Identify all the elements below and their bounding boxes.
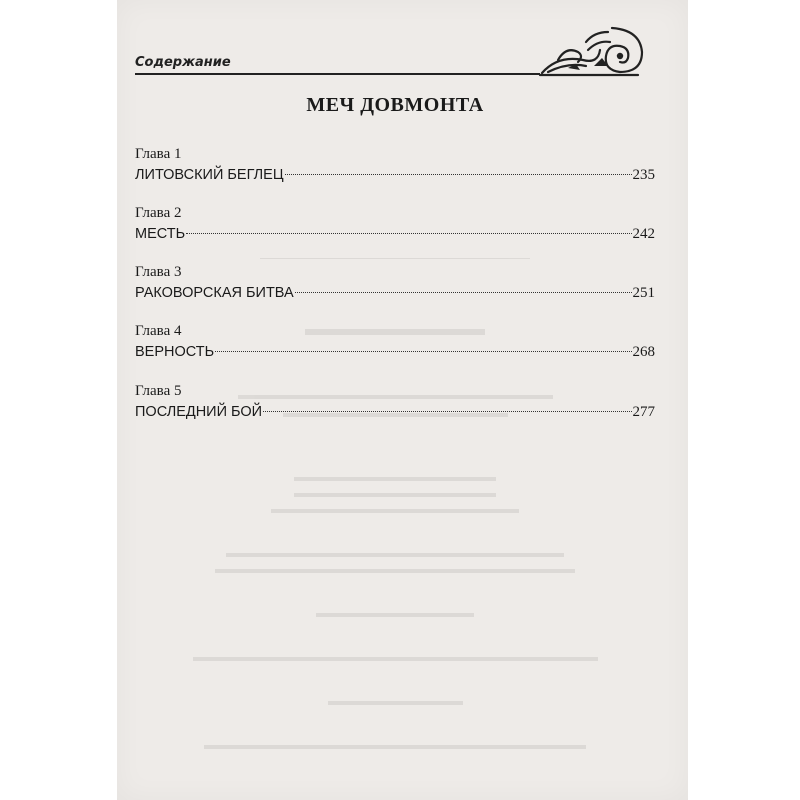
chapter-title: ПОСЛЕДНИЙ БОЙ [135,404,263,420]
chapter-label: Глава 4 [135,323,182,339]
chapter-label: Глава 3 [135,264,182,280]
dot-leader [285,174,632,175]
chapter-page-number: 235 [632,167,655,183]
header-rule [135,73,540,75]
dot-leader [295,292,632,293]
chapter-entry-2[interactable] [135,203,655,245]
book-title: МЕЧ ДОВМОНТА [306,94,484,116]
chapter-label: Глава 1 [135,146,182,162]
chapter-title: ВЕРНОСТЬ [135,344,215,360]
chapter-label: Глава 2 [135,205,182,221]
dot-leader [186,233,631,234]
scroll-ornament-icon [528,20,648,78]
chapter-page-number: 251 [632,285,655,301]
chapter-title: РАКОВОРСКАЯ БИТВА [135,285,294,301]
dot-leader [263,411,631,412]
chapter-page-number: 277 [632,404,655,420]
chapter-entry-5[interactable] [135,381,655,423]
chapter-title: ЛИТОВСКИЙ БЕГЛЕЦ [135,167,284,183]
chapter-title: МЕСТЬ [135,226,186,242]
dot-leader [215,351,631,352]
chapter-entry-1[interactable] [135,144,655,186]
chapter-entry-4[interactable] [135,321,655,363]
chapter-page-number: 268 [632,344,655,360]
chapter-page-number: 242 [632,226,655,242]
chapter-entry-3[interactable] [135,262,655,304]
section-header: Содержание [135,55,231,70]
chapter-label: Глава 5 [135,383,182,399]
